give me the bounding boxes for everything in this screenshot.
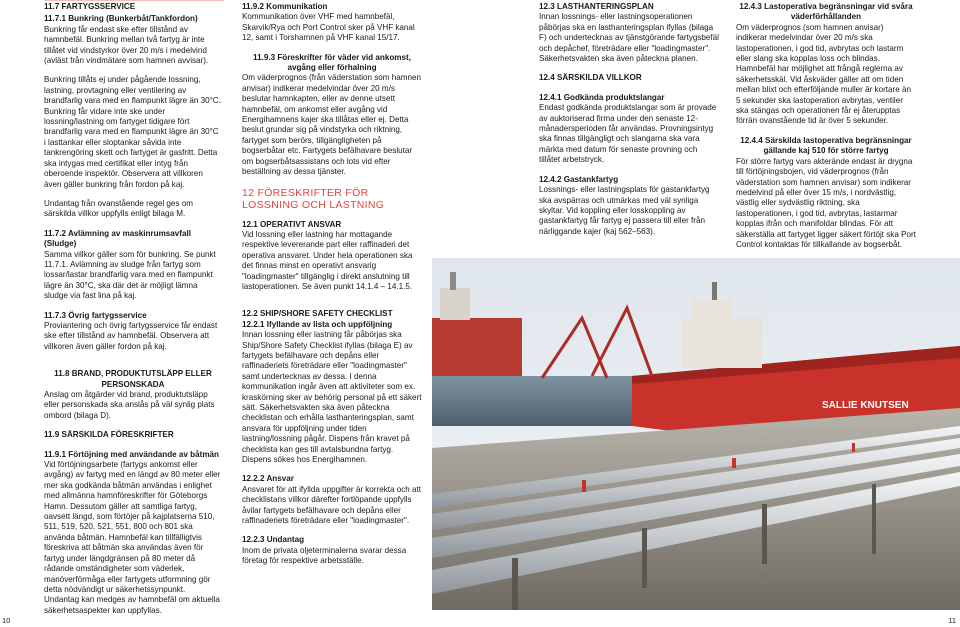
paragraph: Vid förtöjningsarbete (fartygs ankomst eller avgång) av fartyg med en längd av 80 meter eller mer ska godkända båtmän användas i enlighet med allmänna hamnföreskrifter för Göteborgs Hamn. Dessutom gäller att samtliga fartyg, oavsett längd, som förtöjer på kajplatserna 510, 511, 519, 520, 521, 551, 800 och 801 ska använda båtmän. Hamnbefäl kan tillfälligtvis föreskriva att båtmän ska användas även för fartyg under längdgränsen på 80 meter då rådande omständigheter som väderlek, manöverförmåga eller fartygets utformning gör detta nödvändigt ur säkerhetssynpunkt. Undantag kan medges av hamnbefäl om aktuella säkerhetsaspekter kan uppfyllas. [44, 460, 221, 615]
heading-11-7-1: 11.7.1 Bunkring (Bunkerbåt/Tankfordon) [44, 14, 198, 24]
page-number-left: 10 [2, 616, 11, 625]
column-3 [539, 0, 719, 246]
paragraph: Inom de privata oljeterminalerna svarar dessa företag för respektive arbetsställe. [242, 545, 407, 566]
heading-11-9: 11.9 SÄRSKILDA FÖRESKRIFTER [44, 430, 174, 440]
page-number-right: 11 [948, 616, 956, 625]
paragraph: Anslag om åtgärder vid brand, produktutsläpp eller personskada ska anslås på väl synlig plats ombord (bilaga D). [44, 390, 215, 420]
heading-12-1: 12.1 OPERATIVT ANSVAR [242, 219, 342, 229]
heading-11-9-1: 11.9.1 Förtöjning med användande av båtmän [44, 449, 219, 459]
paragraph: Samma villkor gäller som för bunkring. Se punkt 11.7.1. Avlämning av sludge från fartyg som lossar/lastar brandfarlig vara med en flampunkt lägre än 30°C, ska där det är möjligt lämna sludge via fast lina på kaj. [44, 249, 216, 301]
heading-12: 12 FÖRESKRIFTER FÖR LOSSNING OCH LASTNING [242, 186, 385, 211]
heading-12-4: 12.4 SÄRSKILDA VILLKOR [539, 73, 642, 83]
heading-12-3: 12.3 LASTHANTERINGSPLAN [539, 2, 654, 11]
heading-12-4-4: 12.4.4 Särskilda lastoperativa begränsningar gällande kaj 510 för större fartyg [740, 135, 912, 156]
paragraph: Vid lossning eller lastning har mottagande respektive levererande part eller raffinaderi det operativa ansvaret. Under hela operationen ska det finnas minst en operativt ansvarig "loadingmaster" tillgänglig i direkt anslutning till lastoperationen. Se även punkt 14.1.4 – 14.1.5. [242, 229, 413, 291]
paragraph: Innan lossnings- eller lastningsoperationen påbörjas ska en lasthanteringsplan ifyllas (bilaga F) och undertecknas av tjänstgörande fartygsbefäl och depåchef, företrädare eller "loadingmaster". Säkerhetsvakten ska även påteckna planen. [539, 12, 719, 64]
heading-12-2-1: 12.2.1 Ifyllande av lista och uppföljning [242, 319, 393, 329]
heading-11-7-2: 11.7.2 Avlämning av maskinrumsavfall (Sludge) [44, 228, 191, 249]
ship-name: SALLIE KNUTSEN [822, 400, 909, 411]
heading-12-2: 12.2 SHIP/SHORE SAFETY CHECKLIST [242, 309, 393, 319]
paragraph: Ansvaret för att ifyllda uppgifter är korrekta och att checklistans villkor därefter fortlöpande uppfylls åvilar fartygets befälhavare och depåns eller raffinaderiets företrädare eller "loadingmaster". [242, 484, 422, 526]
paragraph: Lossnings- eller lastningsplats för gastankfartyg ska avspärras och utmärkas med väl synliga skyltar. Vid koppling eller losskoppling av gastankfartyg får fartyg ej passera till eller från närliggande kajer (kaj 562–563). [539, 185, 710, 236]
heading-11-9-2: 11.9.2 Kommunikation [242, 2, 328, 11]
heading-12-4-3: 12.4.3 Lastoperativa begränsningar vid svåra väderförhållanden [739, 2, 913, 22]
column-2 [242, 0, 422, 576]
heading-11-7: 11.7 FARTYGSSERVICE [44, 2, 136, 11]
column-1 [44, 0, 222, 625]
heading-11-7-3: 11.7.3 Övrig fartygsservice [44, 310, 147, 320]
paragraph: Endast godkända produktslangar som är provade av auktoriserad firma under den senaste 12-månadersperioden får användas. Provningsintyg ska finnas tillgängligt och slangarna ska vara märkta med datum för senaste provning och tillåtet arbetstryck. [539, 103, 717, 165]
heading-12-2-2: 12.2.2 Ansvar [242, 474, 294, 484]
heading-11-8: 11.8 BRAND, PRODUKTUTSLÄPP ELLER PERSONSKADA [54, 369, 212, 389]
paragraph: För större fartyg vars akterände endast är drygna till förtöjningsbojen, vid väderprognos (från väderstation som hamnen anvisar) som indikerar medelvind på eller över 15 m/s, i nordvästlig, västlig eller sydvästlig riktning, ska lastoperationen, i god tid, avbrytas, lastarmar kopplas ifrån och manifoldar blindas. För att säkerställa att fartyget ligger säkert förtöjt ska Port Control kontaktas för tillkallande av bogserbåt. [736, 156, 916, 249]
heading-12-4-2: 12.4.2 Gastankfartyg [539, 174, 619, 184]
heading-12-4-1: 12.4.1 Godkända produktslangar [539, 92, 665, 102]
paragraph: Om väderprognos (från väderstation som hamnen anvisar) indikerar medelvindar över 20 m/s beslutar hamnkapten, eller av denne utsett hamnbefäl, om ankomst eller avgång vid Energihamnens kajer ska tillåtas eller ej. Detta beslut grundar sig på vindstyrka och riktning, fartyget som berörs, tillgängligheten på bogserbåtar etc. Fartygets befälhavare beslutar om bogserbåtsassistans och lots vid efter beställning av dessa tjänster. [242, 73, 422, 177]
heading-11-9-3: 11.9.3 Föreskrifter för väder vid ankomst, avgång eller förhalning [253, 52, 411, 73]
paragraph: Om väderprognos (som hamnen anvisar) indikerar medelvindar över 20 m/s ska lastoperationen, i god tid, avbrytas och lastarm eller slang ska kopplas loss och blindas. Hamnbefäl har möjlighet att frångå reglerna av säkerhetsskäl. Vid åskväder gäller att om tiden mellan blixt och efterföljande muller är kortare än 5 sekunder ska lastoperation avbrytas, ventiler ska stängas och operationen får ej återupptas förrän ovanstående tid är över 5 sekunder. [736, 22, 911, 126]
tanker-photo [432, 258, 960, 610]
paragraph: Bunkring får endast ske efter tillstånd av hamnbefäl. Bunkring mellan två fartyg är inte tillåtet vid vindstyrkor över 20 m/s i medelvind (avläst från vindmätare som hamnen avvisar). [44, 24, 209, 66]
paragraph: Bunkring tillåts ej under pågående lossning, lastning, provtagning eller ventilering av brandfarlig vara med en flampunkt lägre än 30°C. Bunkring får vidare inte ske under lossning/lastning om fartyget tidigare fört brandfarlig vara med en flampunkt lägre än 30°C i lasttankar eller sloptankar såvida inte tankrengöring skett och fartyget är gasfritt. Detta ska intygas med certifikat eller intyg från oberoende inspektör. Observera att villkoren även gäller bunkring från fordon på kaj. [44, 75, 221, 189]
paragraph: Proviantering och övrig fartygsservice får endast ske efter tillstånd av hamnbefäl. Observera att villkoren även gäller fordon på kaj. [44, 320, 218, 351]
column-4 [736, 0, 916, 259]
heading-12-2-3: 12.2.3 Undantag [242, 535, 305, 545]
paragraph: Kommunikation över VHF med hamnbefäl, Skarvik/Rya och Port Control sker på VHF kanal 12, samt i Torshamnen på VHF kanal 15/17. [242, 12, 415, 43]
paragraph: Undantag från ovanstående regel ges om särskilda villkor uppfylls enligt bilaga M. [44, 198, 193, 219]
paragraph: Innan lossning eller lastning får påbörjas ska Ship/Shore Safety Checklist ifyllas (bilaga E) av fartygets befälhavare och depåns eller raffinaderiets företrädare eller "loadingmaster" samt undertecknas av dessa. I denna kommunikation ingår även att aktiviteter som ex. kraskörning sker av behörig personal på ett säkert sätt. Säkerhetsvakten ska även påteckna checklistan och erhålla lasthanteringsplan, samt ansvara för uppföljning under tiden lastning/lossning pågår. Dispens från kravet på checklista kan ges till avtalsbundna fartyg. Dispens sökes hos Energihamnen. [242, 330, 422, 465]
